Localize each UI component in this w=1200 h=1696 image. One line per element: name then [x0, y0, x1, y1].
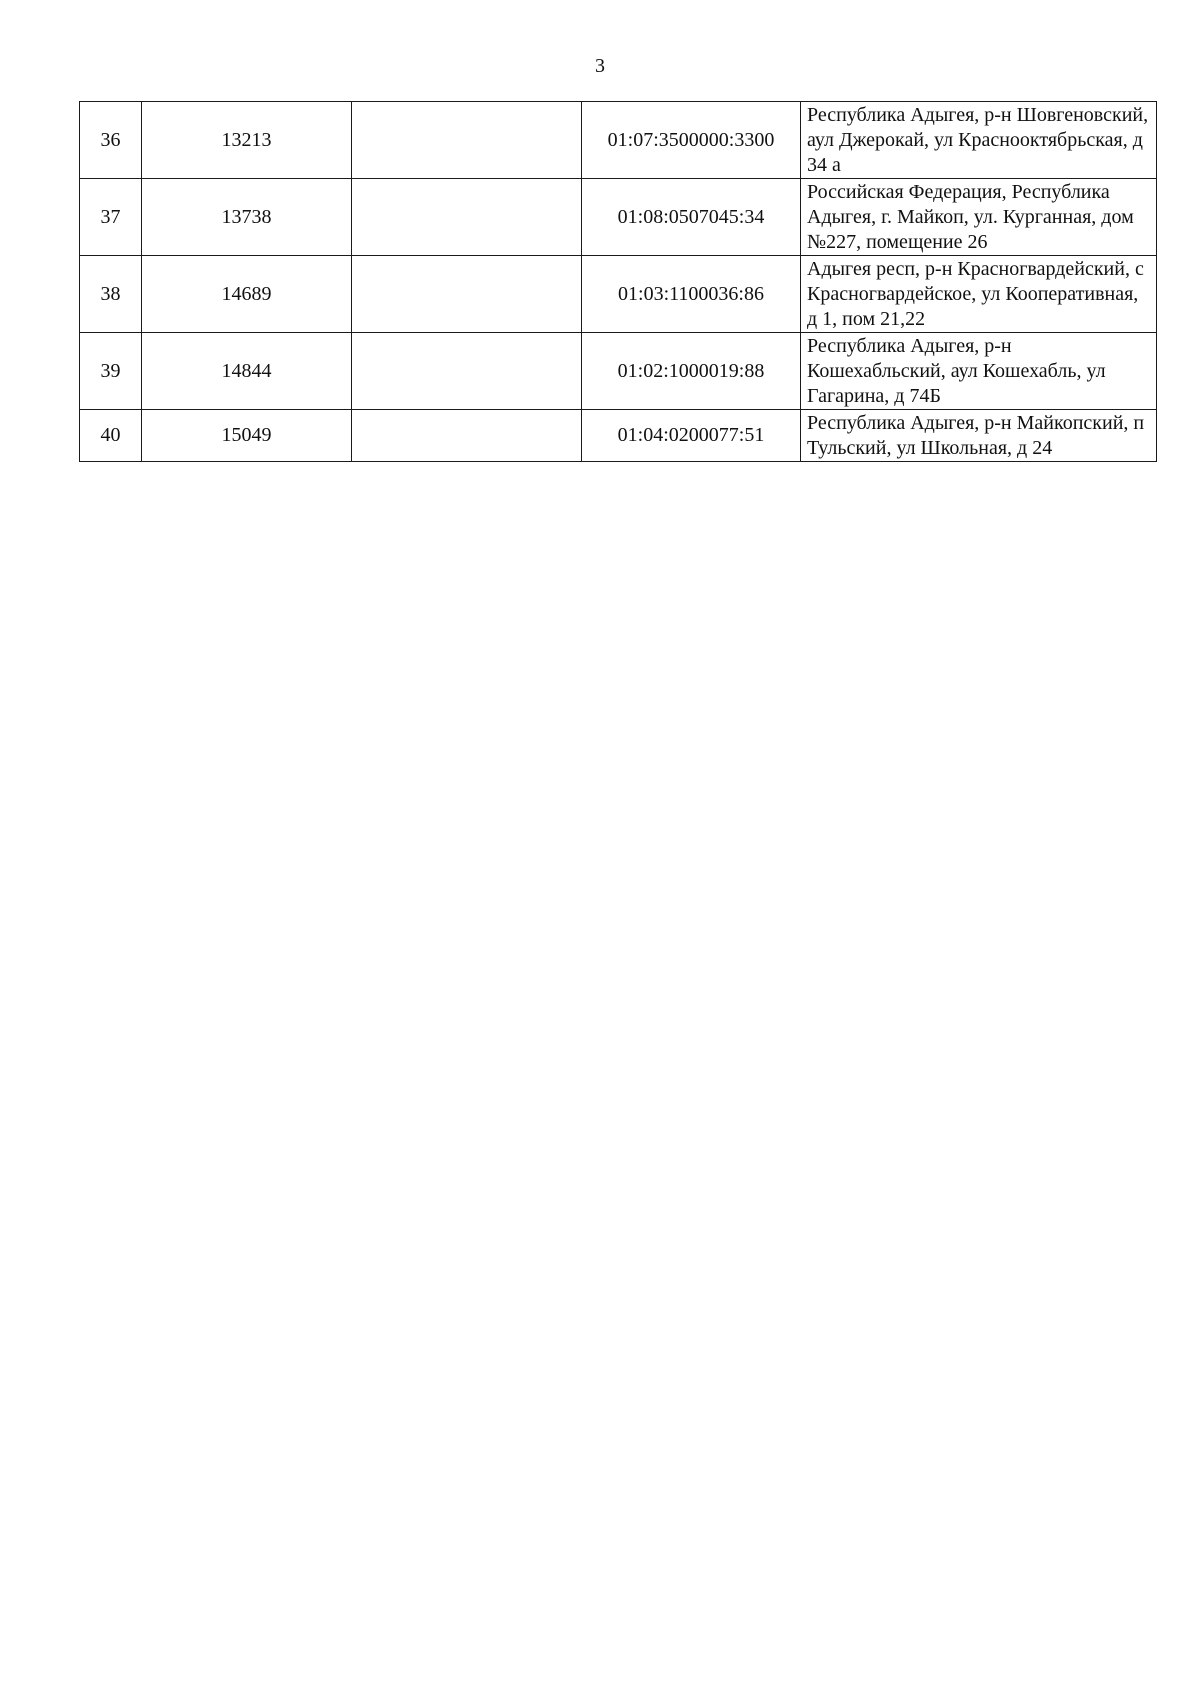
empty-cell	[352, 102, 582, 179]
row-number-cell: 40	[80, 410, 142, 462]
cadastral-number-cell: 01:04:0200077:51	[582, 410, 801, 462]
empty-cell	[352, 179, 582, 256]
registry-id-cell: 14844	[142, 333, 352, 410]
row-number-cell: 36	[80, 102, 142, 179]
cadastral-number-cell: 01:08:0507045:34	[582, 179, 801, 256]
row-number-cell: 38	[80, 256, 142, 333]
address-cell: Республика Адыгея, р-н Кошехабльский, аул Кошехабль, ул Гагарина, д 74Б	[801, 333, 1157, 410]
empty-cell	[352, 256, 582, 333]
address-cell: Республика Адыгея, р-н Шовгеновский, аул Джерокай, ул Краснооктябрьская, д 34 а	[801, 102, 1157, 179]
registry-table	[79, 101, 1157, 462]
cadastral-number-cell: 01:03:1100036:86	[582, 256, 801, 333]
registry-id-cell: 13213	[142, 102, 352, 179]
address-cell: Республика Адыгея, р-н Майкопский, п Тульский, ул Школьная, д 24	[801, 410, 1157, 462]
cadastral-number-cell: 01:07:3500000:3300	[582, 102, 801, 179]
address-cell: Российская Федерация, Республика Адыгея, г. Майкоп, ул. Курганная, дом №227, помещение 26	[801, 179, 1157, 256]
registry-id-cell: 14689	[142, 256, 352, 333]
row-number-cell: 37	[80, 179, 142, 256]
row-number-cell: 39	[80, 333, 142, 410]
table-row	[80, 410, 1157, 462]
address-cell: Адыгея респ, р-н Красногвардейский, с Красногвардейское, ул Кооперативная, д 1, пом 21,22	[801, 256, 1157, 333]
page-number: 3	[595, 55, 605, 77]
table-row	[80, 179, 1157, 256]
cadastral-number-cell: 01:02:1000019:88	[582, 333, 801, 410]
table-row	[80, 256, 1157, 333]
registry-id-cell: 13738	[142, 179, 352, 256]
empty-cell	[352, 333, 582, 410]
registry-id-cell: 15049	[142, 410, 352, 462]
empty-cell	[352, 410, 582, 462]
table-row	[80, 333, 1157, 410]
table-row	[80, 102, 1157, 179]
